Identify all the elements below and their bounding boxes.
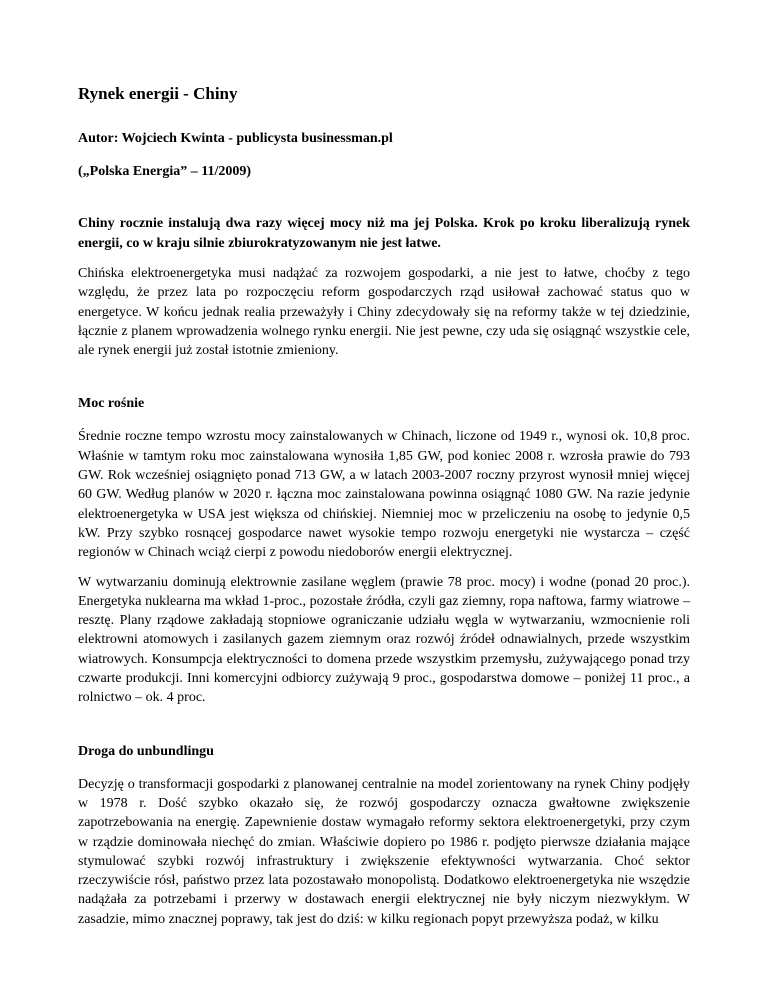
section1-paragraph-2: W wytwarzaniu dominują elektrownie zasilane węglem (prawie 78 proc. mocy) i wodne (ponad 20 proc.). Energetyka nuklearna ma wkład 1-proc., pozostałe źródła, czyli gaz ziemny, ropa naftowa, farmy wiatrowe – resztę. Plany rządowe zakładają stopniowe ograniczanie udziału węgla w wytwarzaniu, wzmocnienie roli elektrowni atomowych i zasilanych gazem ziemnym oraz rozwój źródeł odnawialnych, przede wszystkim wiatrowych. Konsumpcja elektryczności to domena przede wszystkim przemysłu, zużywającego ponad trzy czwarte produkcji. Inni komercyjni odbiorcy zużywają 9 proc., gospodarstwa domowe – poniżej 11 proc., a rolnictwo – ok. 4 proc. (78, 574, 690, 706)
section2-paragraph-1: Decyzję o transformacji gospodarki z planowanej centralnie na model zorientowany na rynek Chiny podjęły w 1978 r. Dość szybko okazało się, że rozwój gospodarczy oznacza gwałtowne zwiększenie zapotrzebowania na energię. Zapewnienie dostaw wymagało reformy sektora elektroenergetyki, przy czym w rządzie dominowała niechęć do zmian. Właściwie dopiero po 1986 r. podjęto pierwsze działania mające stymulować szybki rozwój infrastruktury i zwiększenie efektywności wytwarzania. Choć sektor rzeczywiście rósł, państwo przez lata pozostawało monopolistą. Dodatkowo elektroenergetyka nie wszędzie nadążała za potrzebami i przerwy w dostawach energii elektrycznej nie były niczym niezwykłym. W zasadzie, mimo znacznej poprawy, tak jest do dziś: w kilku regionach popyt przewyższa podaż, w kilku (78, 776, 690, 927)
section1-paragraph-1: Średnie roczne tempo wzrostu mocy zainstalowanych w Chinach, liczone od 1949 r., wynosi ok. 10,8 proc. Właśnie w tamtym roku moc zainstalowana wynosiła 1,85 GW, pod koniec 2008 r. wzrosła prawie do 793 GW. Rok wcześniej osiągnięto ponad 713 GW, a w latach 2003-2007 roczny przyrost wynosił mniej więcej 60 GW. Według planów w 2020 r. łączna moc zainstalowana powinna osiągnąć 1080 GW. Na razie jedynie elektroenergetyka w USA jest większa od chińskiej. Niemniej moc w przeliczeniu na osobę to jedynie 0,5 kW. Przy szybko rosnącej gospodarce nawet wysokie tempo rozwoju energetyki nie wystarcza – część regionów w Chinach wciąż cierpi z powodu niedoborów energii elektrycznej. (78, 429, 690, 561)
section-heading-moc-rosnie: Moc rośnie (78, 396, 145, 412)
article-author: Autor: Wojciech Kwinta - publicysta businessman.pl (78, 131, 393, 146)
article-lead: Chiny rocznie instalują dwa razy więcej mocy niż ma jej Polska. Krok po kroku liberalizują rynek energii, co w kraju silnie zbiurokratyzowanym nie jest łatwe. (78, 216, 690, 251)
article-title: Rynek energii - Chiny (78, 84, 238, 103)
section-heading-droga-do-unbundlingu: Droga do unbundlingu (78, 743, 214, 759)
article-source: („Polska Energia” – 11/2009) (78, 164, 252, 179)
document-page (78, 82, 690, 939)
article-intro-paragraph: Chińska elektroenergetyka musi nadążać za rozwojem gospodarki, a nie jest to łatwe, choćby z tego względu, że przez lata po rozpoczęciu reform gospodarczych rząd usiłował zachować status quo w energetyce. W końcu jednak realia przeważyły i Chiny zdecydowały się na reformy także w tej dziedzinie, łącznie z planem wprowadzenia wolnego rynku energii. Nie jest pewne, czy uda się osiągnąć wszystkie cele, ale rynek energii już został istotnie zmieniony. (78, 266, 690, 359)
